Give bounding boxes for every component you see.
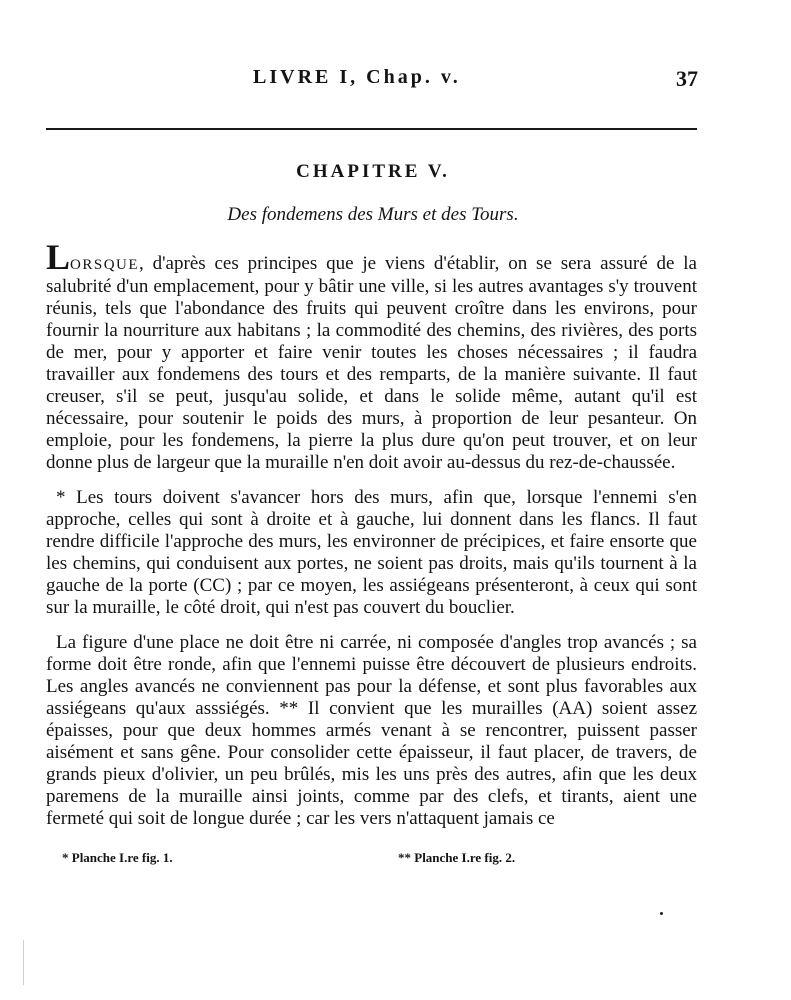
paragraph-1-text: , d'après ces principes que je viens d'établir, on se sera assuré de la salubrité d'un emplacement, pour y bâtir une ville, si les autres avantages s'y trouvent réunis, tels que l'abondance des fruits qui peuvent croître dans les environs, pour fournir la nourriture aux habitans ; la commodité des chemins, des rivières, des ports de mer, pour y apporter et faire venir toutes les choses nécessaires ; il faudra travailler aux fondemens des tours et des remparts, de la manière suivante. Il faut creuser, s'il se peut, jusqu'au solide, et dans le solide même, autant qu'il est nécessaire, pour soutenir le poids des murs, à proportion de leur pesanteur. On emploie, pour les fondemens, la pierre la plus dure qu'on peut trouver, et on leur donne plus de largeur que la muraille n'en doit avoir au-dessus du rez-de-chaussée. xyxy=(46,253,697,473)
paragraph-1 xyxy=(46,237,697,474)
paragraph-3-text: La figure d'une place ne doit être ni carrée, ni composée d'angles trop avancés ; sa forme doit être ronde, afin que l'ennemi puisse être découvert de plusieurs endroits. Les angles avancés ne conviennent pas pour la défense, et sont plus favorables aux assiégeans qu'aux asssiégés. ** Il convient que les murailles (AA) soient assez épaisses, pour que deux hommes armés venant à se rencontrer, puissent passer aisément et sans gêne. Pour consolider cette épaisseur, il faut placer, de travers, de grands pieux d'olivier, un peu brûlés, mis les uns près des autres, afin que les deux paremens de la muraille ainsi joints, comme par des clefs, et tirants, aient une fermeté qui soit de longue durée ; car les vers n'attaquent jamais ce xyxy=(46,632,697,829)
header-rule xyxy=(46,128,697,130)
paragraph-2-text: * Les tours doivent s'avancer hors des murs, afin que, lorsque l'ennemi s'en approche, celles qui sont à droite et à gauche, lui donnent dans les flancs. Il faut rendre difficile l'approche des murs, les environner de précipices, et faire ensorte que les chemins, qui conduisent aux portes, ne soient pas droits, mais qu'ils tournent à la gauche de la porte (CC) ; par ce moyen, les assiégeans présenteront, à ceux qui sont sur la muraille, le côté droit, qui n'est pas couvert du bouclier. xyxy=(46,487,697,618)
running-title: LIVRE I, Chap. v. xyxy=(253,66,461,88)
footnotes xyxy=(0,850,791,870)
page-edge-mark xyxy=(23,940,24,985)
small-caps-opening: ORSQUE xyxy=(70,257,140,273)
chapter-title: CHAPITRE V. xyxy=(296,161,450,182)
body-text xyxy=(46,237,697,843)
paragraph-3 xyxy=(46,632,697,830)
footnote-2: ** Planche I.re fig. 2. xyxy=(398,850,516,865)
paragraph-2 xyxy=(46,487,697,619)
footnote-1: * Planche I.re fig. 1. xyxy=(62,850,173,865)
ink-speck xyxy=(660,912,663,915)
running-head xyxy=(0,66,791,106)
chapter-subtitle: Des fondemens des Murs et des Tours. xyxy=(227,204,519,225)
drop-cap: L xyxy=(46,237,71,277)
page-number: 37 xyxy=(676,66,698,91)
